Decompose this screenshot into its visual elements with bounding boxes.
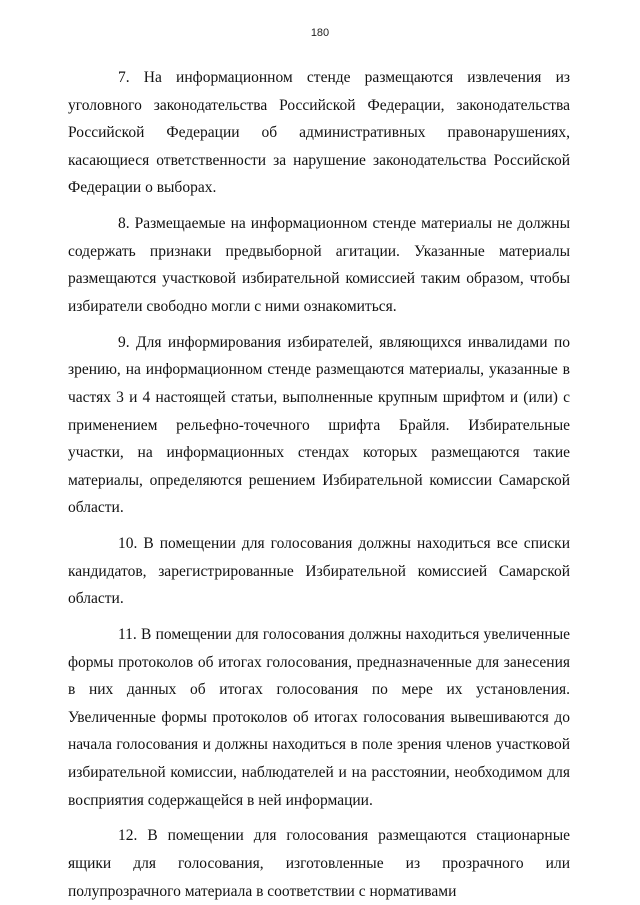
paragraph-7: 7. На информационном стенде размещаются извлечения из уголовного законодательства Российской Федерации, законодательства Российской Федерации об административных правонарушениях, касающиеся ответственности за нарушение законодательства Российской Федерации о выборах. — [68, 69, 570, 197]
paragraph-8: 8. Размещаемые на информационном стенде материалы не должны содержать признаки предвыборной агитации. Указанные материалы размещаются участковой избирательной комиссией таким образом, чтобы избиратели свободно могли с ними ознакомиться. — [68, 215, 570, 315]
paragraph-9: 9. Для информирования избирателей, являющихся инвалидами по зрению, на информационном стенде размещаются материалы, указанные в частях 3 и 4 настоящей статьи, выполненные крупным шрифтом и (или) с применением рельефно-точечного шрифта Брайля. Избирательные участки, на информационных стендах которых размещаются такие материалы, определяются решением Избирательной комиссии Самарской области. — [68, 333, 570, 517]
paragraph-11: 11. В помещении для голосования должны находиться увеличенные формы протоколов об итогах голосования, предназначенные для занесения в них данных об итогах голосования по мере их установления. Увеличенные формы протоколов об итогах голосования вывешиваются до начала голосования и должны находиться в поле зрения членов участковой избирательной комиссии, наблюдателей и на расстоянии, необходимом для восприятия содержащейся в ней информации. — [68, 626, 570, 809]
paragraph-10: 10. В помещении для голосования должны находиться все списки кандидатов, зарегистрированные Избирательной комиссией Самарской области. — [68, 535, 570, 608]
page-number: 180 — [310, 27, 330, 39]
document-body — [68, 64, 570, 905]
paragraph-12: 12. В помещении для голосования размещаются стационарные ящики для голосования, изготовленные из прозрачного или полупрозрачного материала в соответствии с нормативами — [68, 827, 570, 900]
